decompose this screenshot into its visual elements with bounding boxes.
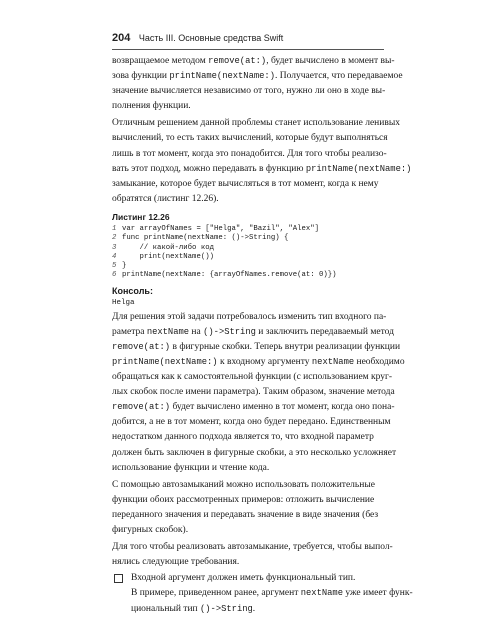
code-line [112,234,384,243]
inline-code: nextName [146,326,190,337]
text-line [112,117,400,130]
paragraph-2 [112,117,412,206]
inline-code: nextName [300,588,343,599]
code-text: var arrayOfNames = ["Helga", "Bazil", "Alex"] [122,224,320,233]
code-text: } [122,262,127,271]
inline-code: remove(at:) [208,56,267,66]
text-line [131,587,413,600]
text-line [112,541,393,554]
text-line [112,148,387,161]
line-number: 4 [112,252,117,261]
text-run: вычислений, то есть таких вычислений, которые будут выполняться [112,133,388,144]
inline-code: printName(nextName:) [305,163,412,174]
text-run: Для решения этой задачи потребовалось изменить тип входного па- [112,311,387,322]
code-line [112,262,384,271]
inline-code: remove(at:) [112,402,171,413]
text-line [112,524,384,537]
text-run: . Получается, что передаваемое [275,71,403,82]
text-run: недостатком данного подхода является то, что входной параметр [112,432,374,443]
paragraph-5 [112,541,393,569]
text-run: функции обоих рассмотренных примеров: отложить вычисление [112,494,375,505]
line-number: 6 [112,271,117,280]
requirement-text: Входной аргумент должен иметь функциональный тип. [131,573,356,584]
line-number: 5 [112,262,117,271]
text-run: циональный тип [131,603,200,614]
code-line [112,253,384,262]
text-run: В примере, приведенном ранее, аргумент [131,588,301,599]
line-number: 3 [112,243,117,252]
code-text: // какой-либо код [122,243,214,252]
text-run: нялись следующие требования. [112,557,240,568]
text-line [112,431,384,444]
text-line [112,163,412,176]
paragraph-4 [112,479,384,537]
text-run: С помощью автозамыканий можно использовать положительные [112,479,375,490]
text-run: добится, а не в тот момент, когда оно будет передано. Единственным [112,417,391,428]
text-run: к входному аргументу [217,357,312,367]
text-line [112,447,397,460]
text-line [112,70,403,83]
inline-code: printName(nextName:) [169,71,275,82]
text-line [112,479,384,492]
inline-code: ()->String [200,603,253,614]
text-line [112,311,387,324]
text-run: и заключить передаваемый метод [255,326,394,337]
text-line [112,326,394,339]
code-text: printName(nextName: {arrayOfNames.remove(at: 0)}) [122,271,337,280]
code-line [112,225,384,234]
text-line [112,132,388,145]
text-line [112,416,391,429]
text-run: необходимо [354,357,405,367]
paragraph-3 [112,311,405,475]
checkbox-bullet-icon [114,574,123,583]
inline-code: remove(at:) [112,341,171,352]
text-run: зова функции [112,71,170,82]
page-body [112,55,413,618]
text-run: лишь в тот момент, когда это понадобится. Для того чтобы реализо- [112,148,387,159]
text-run: уже имеет функ- [342,588,413,599]
text-run: обращаться как к самостоятельной функции (с использованием круг- [112,372,393,383]
text-line [112,556,384,569]
text-line [112,356,405,369]
text-run: фигурных скобок). [112,525,189,536]
inline-code: printName(nextName:) [112,357,218,367]
paragraph-1 [112,55,403,113]
console-title: Консоль: [112,285,153,296]
text-run: раметра [112,326,147,337]
text-line [112,100,384,113]
line-number: 1 [112,224,117,233]
text-run: на [189,326,204,337]
page-header [112,30,384,46]
text-line [112,401,395,414]
text-run: полнения функции. [112,101,191,112]
text-run: переданного значения и передавать значение в виде значения (без [112,509,379,520]
code-text: func printName(nextName: ()->String) { [122,234,289,243]
text-line [112,371,393,384]
text-run: . [252,603,256,614]
text-run: значение вычисляется независимо от того, нужно ли оно в ходе вы- [112,86,386,97]
header-rule [112,49,384,50]
text-line [112,509,384,522]
inline-code: nextName [311,357,355,367]
text-run: будет вычислено именно в тот момент, когда оно пона- [170,402,395,413]
text-run: вать этот подход, можно передавать в функцию [112,163,306,174]
text-run: возвращаемое методом [112,56,209,66]
text-run: замыкание, которое будет вычисляться в тот момент, когда к нему [112,178,379,189]
code-line [112,244,384,253]
text-line [112,494,384,507]
text-line [112,85,384,98]
text-line [112,55,395,68]
text-run: Отличным решением данной проблемы станет использование ленивых [112,118,400,129]
text-run: в фигурные скобки. Теперь внутри реализации функции [170,341,401,352]
code-line [112,271,384,280]
requirement-item [112,572,384,587]
code-listing [112,225,384,281]
listing-title: Листинг 12.26 [112,211,170,222]
text-line [112,178,384,191]
text-line [112,386,395,399]
console-output: Helga [112,298,135,307]
text-line [112,193,384,206]
text-run: должен быть заключен в фигурные скобки, а это несколько усложняет [112,447,397,458]
text-line [112,341,401,354]
text-line [112,462,384,475]
text-run: Для того чтобы реализовать автозамыкание, требуется, чтобы выпол- [112,542,393,553]
page-number: 204 [112,32,131,44]
inline-code: ()->String [203,326,256,337]
text-run: использование функции и чтение кода. [112,462,270,473]
section-title: Часть III. Основные средства Swift [138,33,284,43]
text-line [131,603,384,616]
line-number: 2 [112,234,117,243]
text-run: , будет вычислено в момент вы- [266,56,395,66]
paragraph-6 [112,587,413,615]
text-run: лых скобок после имени параметра). Таким образом, значение метода [112,387,395,398]
code-text: print(nextName()) [122,252,214,261]
text-run: обратятся (листинг 12.26). [112,193,219,204]
